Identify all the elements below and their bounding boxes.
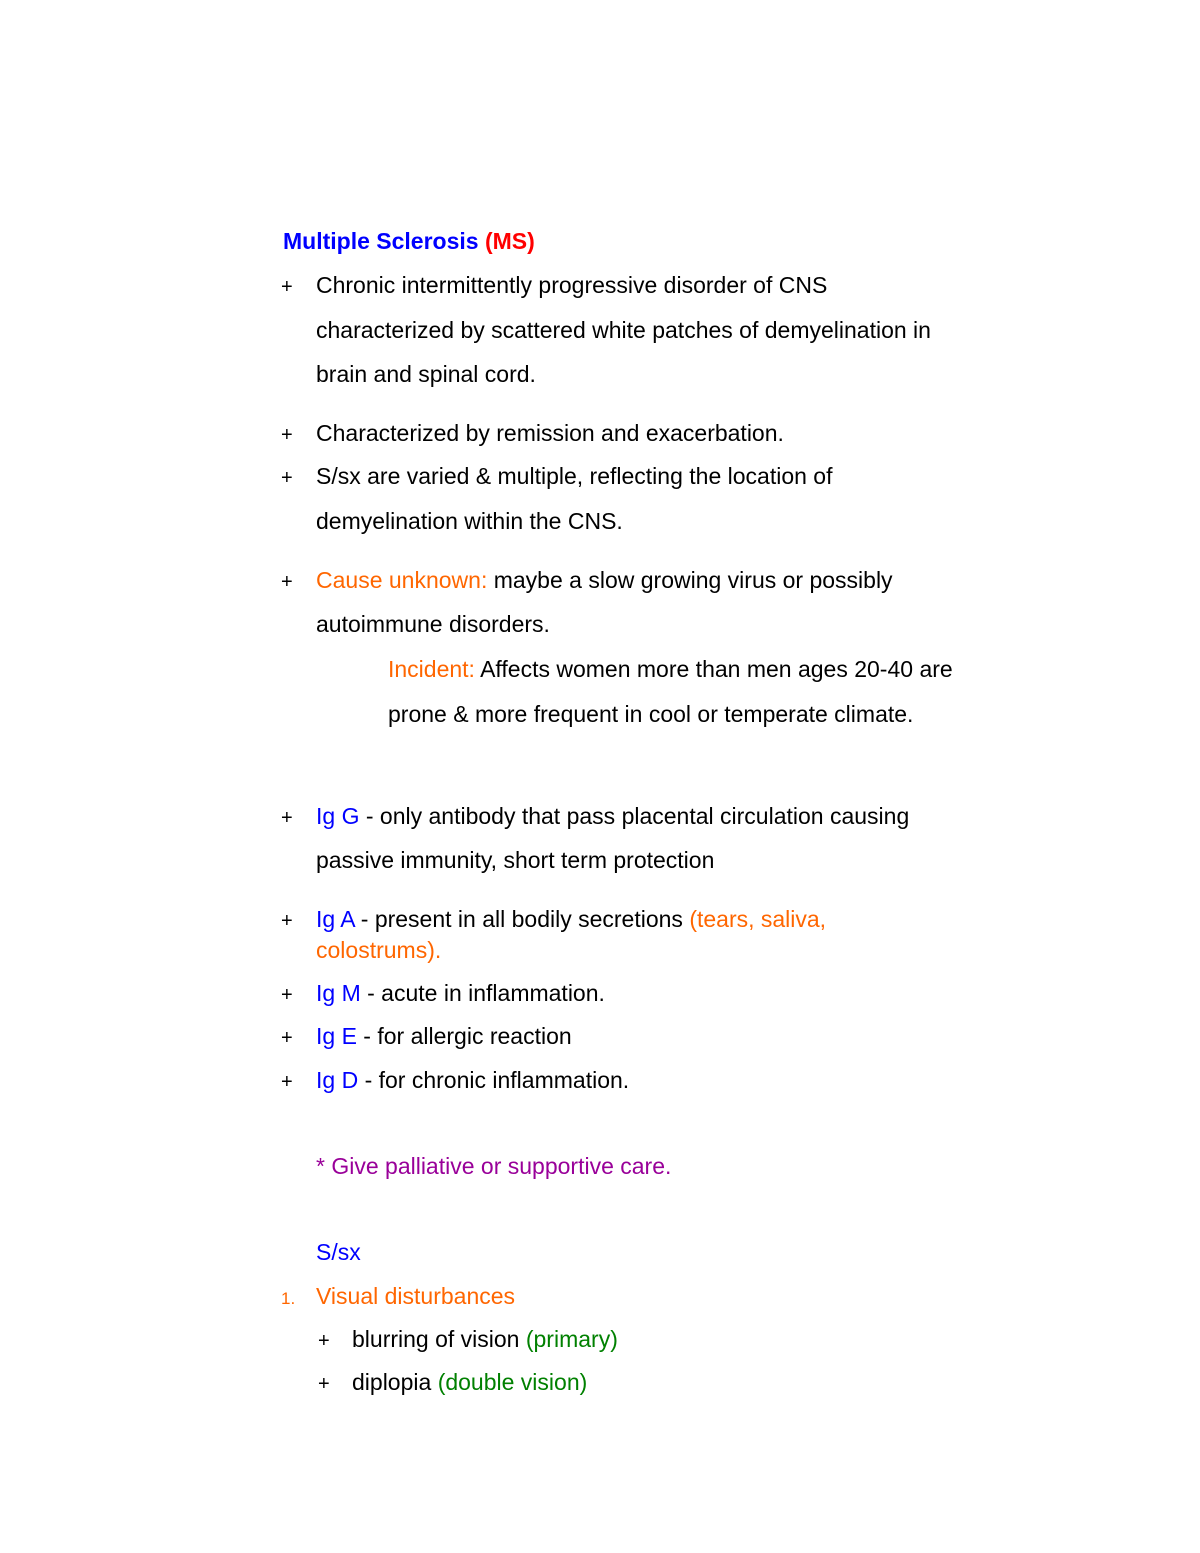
definition-line-2: characterized by scattered white patches of demyelination in [316,317,931,343]
ssx-heading: S/sx [316,1239,361,1265]
blurring-line [352,1324,618,1354]
ssx-intro-line-1: S/sx are varied & multiple, reflecting the location of [316,463,833,489]
iga-line-1 [316,904,826,934]
document-title [283,226,535,256]
bullet-marker: + [281,1071,293,1093]
sub-bullet-marker: + [318,1373,330,1395]
igm-line [316,978,605,1008]
definition-line-3: brain and spinal cord. [316,361,536,387]
bullet-marker: + [281,984,293,1006]
bullet-marker: + [281,910,293,932]
diplopia-line [352,1367,587,1397]
iga-secretions: (tears, saliva, [689,906,827,932]
bullet-marker: + [281,467,293,489]
ige-line [316,1021,572,1051]
igm-text: - acute in inflammation. [360,980,605,1006]
diplopia-note: (double vision) [437,1369,588,1395]
incident-label: Incident: [388,656,475,682]
ssx-intro-line-2: demyelination within the CNS. [316,508,623,534]
igg-name: Ig G [316,803,360,829]
igg-line-1 [316,801,909,831]
incident-line-1 [388,654,953,684]
bullet-marker: + [281,807,293,829]
title-abbreviation: (MS) [484,228,535,254]
incident-line-2: prone & more frequent in cool or temperate climate. [388,701,914,727]
ige-name: Ig E [316,1023,357,1049]
bullet-marker: + [281,276,293,298]
igg-line-2: passive immunity, short term protection [316,847,715,873]
care-note: * Give palliative or supportive care. [316,1153,672,1179]
remission-text: Characterized by remission and exacerbation. [316,420,784,446]
definition-line-1: Chronic intermittently progressive disorder of CNS [316,272,828,298]
igd-line [316,1065,629,1095]
sub-bullet-marker: + [318,1330,330,1352]
cause-text: maybe a slow growing virus or possibly [487,567,893,593]
cause-label: Cause unknown: [316,567,488,593]
ige-text: - for allergic reaction [356,1023,572,1049]
igd-text: - for chronic inflammation. [358,1067,630,1093]
title-text: Multiple Sclerosis [283,228,479,254]
igd-name: Ig D [316,1067,359,1093]
blurring-text: blurring of vision [352,1326,526,1352]
cause-line-1 [316,565,893,595]
iga-text: - present in all bodily secretions [354,906,690,932]
igm-name: Ig M [316,980,361,1006]
igg-text: - only antibody that pass placental circulation causing [359,803,910,829]
incident-text: Affects women more than men ages 20-40 are [474,656,953,682]
iga-name: Ig A [316,906,355,932]
blurring-note: (primary) [525,1326,618,1352]
bullet-marker: + [281,424,293,446]
visual-disturbances-title: Visual disturbances [316,1283,516,1309]
diplopia-text: diplopia [352,1369,438,1395]
bullet-marker: + [281,1027,293,1049]
bullet-marker: + [281,571,293,593]
list-number: 1. [281,1289,296,1308]
iga-line-2: colostrums). [316,937,442,963]
cause-line-2: autoimmune disorders. [316,611,550,637]
